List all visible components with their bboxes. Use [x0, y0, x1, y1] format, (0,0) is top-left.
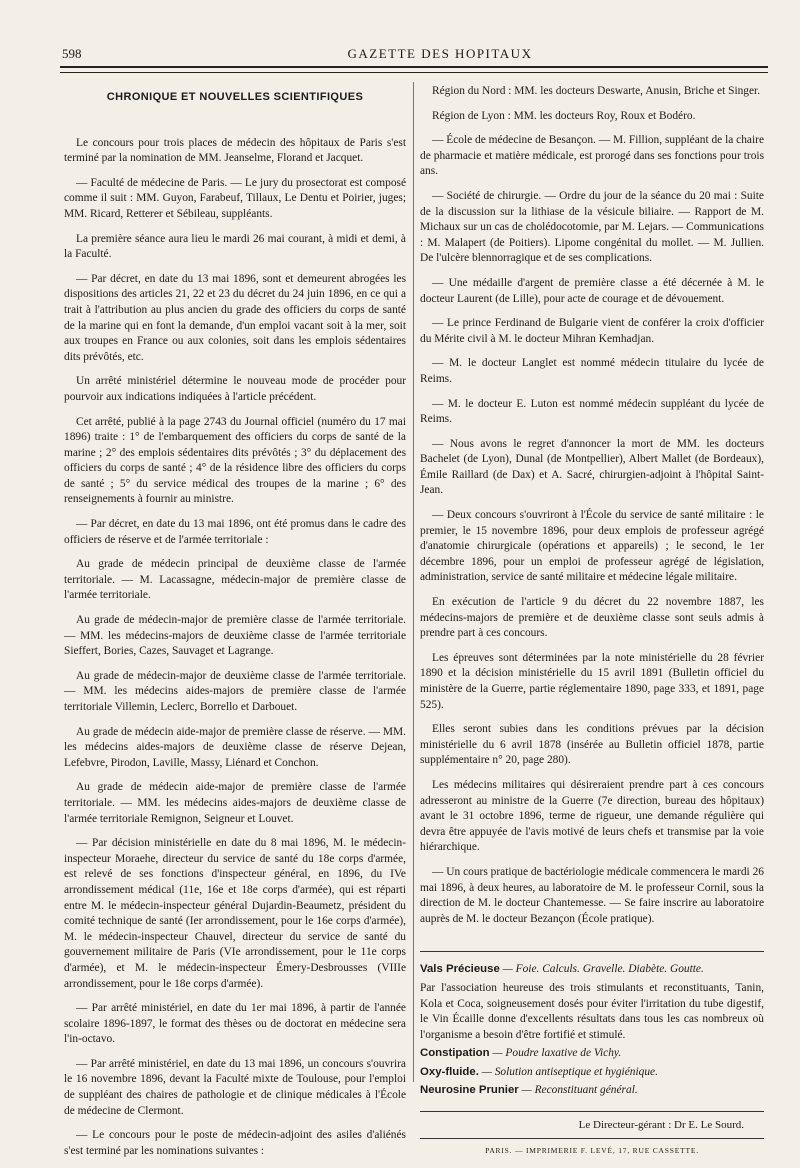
paragraph: En exécution de l'article 9 du décret du 22 novembre 1887, les médecins-majors de première et de deuxième classe sont seuls admis à prendre part à ces concours.	[420, 596, 764, 640]
ad-text: Par l'association heureuse des trois stimulants et reconstituants, Tanin, Kola et Coca, soigneusement dosés pour éviter l'irritation du tube digestif, le Vin Écaille donne d'excellents résultats dans tous les cas nombreux où l'organisme a besoin d'être fortifié et stimulé.	[420, 981, 764, 1041]
paragraph: — Le concours pour le poste de médecin-adjoint des asiles d'aliénés s'est terminé par les nominations suivantes :	[64, 1129, 406, 1157]
ad-label: Constipation	[420, 1047, 490, 1060]
paragraph: — Un cours pratique de bactériologie médicale commencera le mardi 26 mai 1896, à deux heures, au laboratoire de M. le professeur Cornil, sous la direction de M. le docteur Chantemesse. — Se faire inscrire au laboratoire auprès de M. le docteur Bezançon (École pratique).	[420, 865, 764, 925]
column-divider	[413, 82, 414, 1082]
imprint: PARIS. — IMPRIMERIE F. LEVÉ, 17, RUE CASSETTE.	[420, 1138, 764, 1159]
page-number: 598	[62, 46, 82, 61]
ad-text: — Foie. Calculs. Gravelle. Diabète. Goutte.	[499, 963, 704, 976]
left-column	[64, 84, 406, 1168]
paragraph: Au grade de médecin aide-major de première classe de l'armée territoriale. — MM. les médecins aides-majors de deuxième classe de l'armée territoriale Remignon, Seigneur et Louvet.	[64, 781, 406, 825]
paragraph: Au grade de médecin aide-major de première classe de réserve. — MM. les médecins aides-majors de deuxième classe de réserve Dejean, Lefebvre, Pirodon, Laville, Massy, Liénard et Conchon.	[64, 725, 406, 769]
paragraph: Les médecins militaires qui désireraient prendre part à ces concours adresseront au ministre de la Guerre (7e direction, bureau des hôpitaux) avant le 31 octobre 1896, terme de rigueur, une demande régulière qui devra être appuyée de l'avis motivé de leurs chefs et transmise par la voie hiérarchique.	[420, 778, 764, 854]
paragraph: Un arrêté ministériel détermine le nouveau mode de procéder pour pourvoir aux indications indiquées à l'article précédent.	[64, 375, 406, 403]
ad-label: Oxy-fluide.	[420, 1065, 479, 1078]
section-title: CHRONIQUE ET NOUVELLES SCIENTIFIQUES	[106, 91, 364, 103]
paragraph: — Par arrêté ministériel, en date du 13 mai 1896, un concours s'ouvrira le 16 novembre 1896, devant la Faculté mixte de Toulouse, pour l'emploi de suppléant des chaires de pathologie et de clinique médicales à l'École de médecine de Clermont.	[64, 1057, 406, 1117]
ad-text: — Poudre laxative de Vichy.	[489, 1047, 622, 1060]
paragraph: Le concours pour trois places de médecin des hôpitaux de Paris s'est terminé par la nomination de MM. Jeanselme, Florand et Jacquet.	[64, 136, 406, 165]
ad-line	[420, 1065, 764, 1081]
paragraph: — M. le docteur E. Luton est nommé médecin suppléant du lycée de Reims.	[420, 397, 764, 426]
paragraph: — École de médecine de Besançon. — M. Fillion, suppléant de la chaire de pharmacie et matière médicale, est prorogé dans ses fonctions pour trois ans.	[420, 134, 764, 178]
paragraph: Région de Lyon : MM. les docteurs Roy, Roux et Bodéro.	[432, 109, 696, 122]
ad-line	[420, 1046, 764, 1062]
paragraph: Au grade de médecin-major de première classe de l'armée territoriale. — MM. les médecins-majors de deuxième classe de l'armée territoriale Sieffert, Bories, Cazes, Sauvaget et Lagrange.	[64, 614, 406, 658]
header-rule-thick	[60, 66, 768, 68]
paragraph: — Par décision ministérielle en date du 8 mai 1896, M. le médecin-inspecteur Moraehe, directeur du service de santé du 18e corps d'armée, est relevé de ses fonctions d'inspecteur général, en 1896, du IVe arrondissement médical (11e, 16e et 18e corps d'armée), qui est réparti entre M. le médecin-inspecteur général Dujardin-Beaumetz, président du comité technique de santé (Ier arrondissement, pour le 16e corps d'armée), M. le médecin-inspecteur Chauvel, directeur du service de santé du gouvernement militaire de Paris (VIe arrondissement, pour le 11e corps d'armée), et M. le médecin-inspecteur Émery-Desbrousses (VIIIe arrondissement, pour le 18e corps d'armée).	[64, 837, 406, 990]
paragraph: — Nous avons le regret d'annoncer la mort de MM. les docteurs Bachelet (de Lyon), Dunal (de Montpellier), Albert Mallet (de Bordeaux), Émile Raillard (de Dax) et A. Sacré, chirurgien-adjoint à l'hôpital Saint-Jean.	[420, 437, 764, 497]
paragraph: Cet arrêté, publié à la page 2743 du Journal officiel (numéro du 17 mai 1896) traite : 1° de l'embarquement des officiers du corps de santé de la marine ; 2° des emplois sédentaires dits prévôtés ; 3° du déplacement des officiers du corps de santé ; 4° de la résidence libre des officiers du corps de santé ; 5° du service médical des troupes de la marine ; 6° des renseignements à fournir au ministre.	[64, 415, 406, 506]
ad-line	[420, 981, 764, 1043]
paragraph: Elles seront subies dans les conditions prévues par la décision ministérielle du 6 avril 1878 (insérée au Bulletin officiel 1878, partie supplémentaire n° 20, page 280).	[420, 723, 764, 767]
paragraph: — Deux concours s'ouvriront à l'École du service de santé militaire : le premier, le 15 novembre 1896, pour deux emplois de professeur agrégé d'anatomie chirurgicale (opérations et appareils) ; le second, le 1er décembre 1896, pour un emploi de professeur agrégé de législation, administration, service de santé militaire et médecine légale militaire.	[420, 509, 764, 584]
paragraph: La première séance aura lieu le mardi 26 mai courant, à midi et demi, à la Faculté.	[64, 232, 406, 261]
paragraph: — Société de chirurgie. — Ordre du jour de la séance du 20 mai : Suite de la discussion sur la lithiase de la vésicule biliaire. — Rapport de M. Michaux sur un cas de cholédocotomie, par M. Lejars. — Communications : M. Malapert (de Poitiers). Lipome congénital du mollet. — M. Jullien. De l'ulcère blennorragique et de ses complications.	[420, 189, 764, 265]
signature: Le Directeur-gérant : Dr E. Le Sourd.	[578, 1119, 744, 1132]
signature-rule	[420, 1111, 764, 1112]
paragraph: Les épreuves sont déterminées par la note ministérielle du 28 février 1890 et la décision ministérielle du 15 avril 1891 (Bulletin officiel du ministère de la Guerre, partie réglementaire 1890, page 333, et 1891, page 525).	[420, 651, 764, 711]
ad-line	[420, 1083, 764, 1099]
paragraph: — Faculté de médecine de Paris. — Le jury du prosectorat est composé comme il suit : MM. Guyon, Farabeuf, Tillaux, Le Dentu et Poirier, juges; MM. Ricard, Retterer et Sébileau, suppléants.	[64, 176, 406, 220]
ad-line	[420, 962, 764, 978]
advertisements	[420, 951, 764, 1099]
ad-text: — Solution antiseptique et hygiénique.	[478, 1065, 658, 1078]
paragraph: Au grade de médecin-major de deuxième classe de l'armée territoriale. — MM. les médecins aides-majors de première classe de l'armée territoriale Villemin, Leclerc, Borrello et Darbouet.	[64, 669, 406, 713]
paragraph: — Par arrêté ministériel, en date du 1er mai 1896, à partir de l'année scolaire 1896-1897, le format des thèses ou de doctorat en médecine sera l'in-octavo.	[64, 1002, 406, 1046]
paragraph: — Par décret, en date du 13 mai 1896, ont été promus dans le cadre des officiers de réserve et de l'armée territoriale :	[64, 518, 406, 546]
paragraph: Au grade de médecin principal de deuxième classe de l'armée territoriale. — M. Lacassagne, médecin-major de première classe de l'armée territoriale.	[64, 558, 406, 602]
paragraph: — Le prince Ferdinand de Bulgarie vient de conférer la croix d'officier du Mérite civil à M. le docteur Mihran Kemhadjan.	[420, 317, 764, 345]
ad-label: Neurosine Prunier	[420, 1084, 519, 1097]
running-title: GAZETTE DES HOPITAUX	[347, 46, 533, 61]
ad-text: — Reconstituant général.	[518, 1084, 638, 1097]
paragraph: — Une médaille d'argent de première classe a été décernée à M. le docteur Laurent (de Lille), pour acte de courage et de dévouement.	[420, 276, 764, 305]
header-rule-thin	[60, 72, 768, 73]
ad-label: Vals Précieuse	[420, 963, 500, 976]
paragraph: Région du Nord : MM. les docteurs Deswarte, Anusin, Briche et Singer.	[432, 85, 761, 97]
right-column	[420, 84, 764, 1158]
paragraph: — Par décret, en date du 13 mai 1896, sont et demeurent abrogées les dispositions des articles 21, 22 et 23 du décret du 24 juin 1896, en ce qui a trait à l'attribution au plus ancien du grade des officiers du corps de santé de la marine qui en font la demande, d'un emploi vacant soit à la mer, soit aux troupes en France ou aux colonies, soit dans les emplois sédentaires dits prévôtés, etc.	[64, 272, 406, 363]
paragraph: — M. le docteur Langlet est nommé médecin titulaire du lycée de Reims.	[420, 357, 764, 385]
